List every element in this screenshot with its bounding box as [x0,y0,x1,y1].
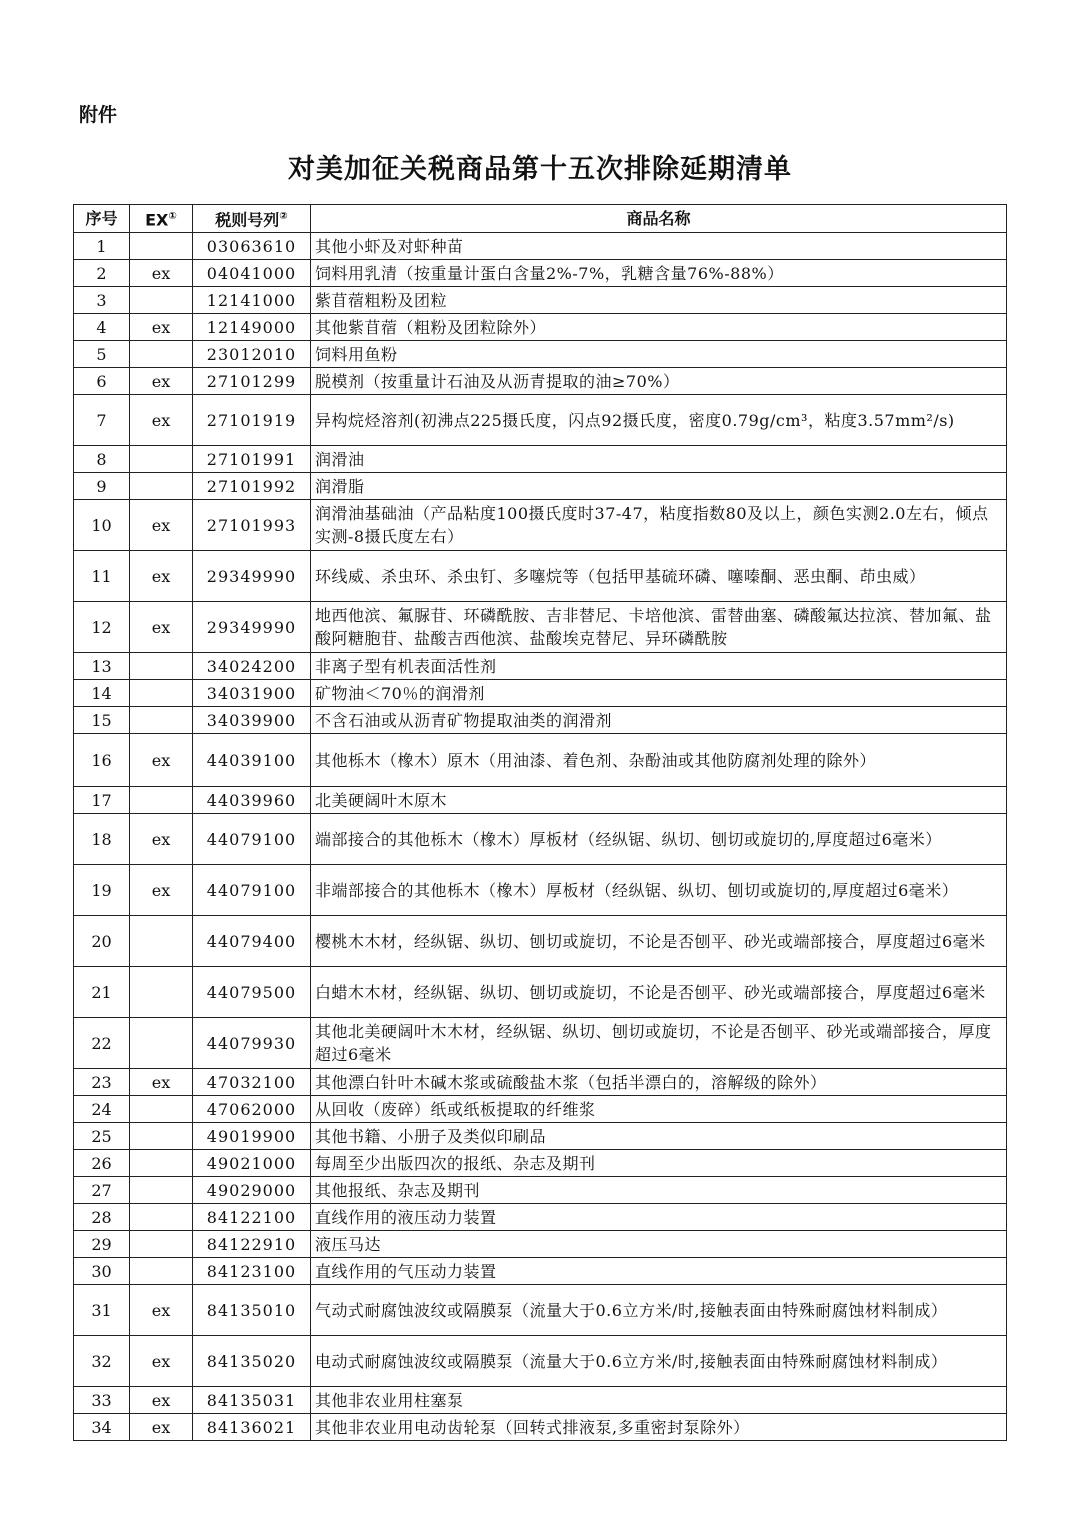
table-row [74,551,1007,602]
table-row [74,1258,1007,1285]
row-product-name: 电动式耐腐蚀波纹或隔膜泵（流量大于0.6立方米/时,接触表面由特殊耐腐蚀材料制成） [311,1336,1007,1387]
row-tariff-code: 84135010 [193,1285,311,1336]
table-row [74,1414,1007,1441]
row-ex-flag: ex [130,260,193,287]
row-product-name: 其他紫苜蓿（粗粉及团粒除外） [311,314,1007,341]
table-row [74,1018,1007,1069]
table-row [74,341,1007,368]
row-ex-flag [130,1123,193,1150]
row-tariff-code: 12149000 [193,314,311,341]
row-product-name: 其他漂白针叶木碱木浆或硫酸盐木浆（包括半漂白的，溶解级的除外） [311,1069,1007,1096]
table-row [74,916,1007,967]
header-name: 商品名称 [311,205,1007,233]
row-tariff-code: 44079930 [193,1018,311,1069]
row-product-name: 其他报纸、杂志及期刊 [311,1177,1007,1204]
table-header-row [74,205,1007,233]
row-number: 17 [74,787,130,814]
table-row [74,653,1007,680]
table-row [74,1150,1007,1177]
row-ex-flag: ex [130,1414,193,1441]
row-ex-flag: ex [130,551,193,602]
row-tariff-code: 23012010 [193,341,311,368]
row-product-name: 直线作用的气压动力装置 [311,1258,1007,1285]
row-tariff-code: 04041000 [193,260,311,287]
table-row [74,287,1007,314]
table-row [74,314,1007,341]
row-ex-flag: ex [130,1285,193,1336]
row-tariff-code: 12141000 [193,287,311,314]
table-row [74,1336,1007,1387]
row-tariff-code: 84122910 [193,1231,311,1258]
row-ex-flag: ex [130,1069,193,1096]
row-ex-flag: ex [130,1336,193,1387]
row-tariff-code: 44039100 [193,734,311,787]
row-tariff-code: 84122100 [193,1204,311,1231]
row-number: 28 [74,1204,130,1231]
row-tariff-code: 44079400 [193,916,311,967]
row-number: 9 [74,473,130,500]
row-ex-flag [130,1177,193,1204]
row-number: 11 [74,551,130,602]
row-ex-flag [130,1231,193,1258]
row-product-name: 每周至少出版四次的报纸、杂志及期刊 [311,1150,1007,1177]
row-number: 2 [74,260,130,287]
row-ex-flag: ex [130,602,193,653]
row-tariff-code: 27101993 [193,500,311,551]
row-ex-flag [130,1258,193,1285]
row-product-name: 矿物油＜70％的润滑剂 [311,680,1007,707]
row-product-name: 环线威、杀虫环、杀虫钉、多噻烷等（包括甲基硫环磷、噻嗪酮、恶虫酮、茚虫威） [311,551,1007,602]
row-product-name: 饲料用鱼粉 [311,341,1007,368]
row-product-name: 异构烷烃溶剂(初沸点225摄氏度，闪点92摄氏度，密度0.79g/cm³，粘度3.57mm²/s) [311,395,1007,446]
row-ex-flag: ex [130,814,193,865]
table-row [74,734,1007,787]
row-tariff-code: 49019900 [193,1123,311,1150]
row-tariff-code: 29349990 [193,602,311,653]
row-ex-flag [130,473,193,500]
row-tariff-code: 34031900 [193,680,311,707]
row-product-name: 白蜡木木材，经纵锯、纵切、刨切或旋切，不论是否刨平、砂光或端部接合，厚度超过6毫米 [311,967,1007,1018]
row-ex-flag: ex [130,500,193,551]
header-ex [130,205,193,233]
row-ex-flag: ex [130,314,193,341]
row-tariff-code: 47062000 [193,1096,311,1123]
row-tariff-code: 27101992 [193,473,311,500]
row-ex-flag [130,916,193,967]
row-ex-flag: ex [130,865,193,916]
table-row [74,967,1007,1018]
row-product-name: 非离子型有机表面活性剂 [311,653,1007,680]
row-tariff-code: 29349990 [193,551,311,602]
row-product-name: 从回收（废碎）纸或纸板提取的纤维浆 [311,1096,1007,1123]
row-ex-flag: ex [130,1387,193,1414]
row-product-name: 润滑脂 [311,473,1007,500]
row-product-name: 端部接合的其他栎木（橡木）厚板材（经纵锯、纵切、刨切或旋切的,厚度超过6毫米） [311,814,1007,865]
table-row [74,395,1007,446]
exclusion-list-table [73,204,1007,1441]
row-tariff-code: 47032100 [193,1069,311,1096]
row-number: 25 [74,1123,130,1150]
table-row [74,1285,1007,1336]
row-product-name: 北美硬阔叶木原木 [311,787,1007,814]
row-product-name: 紫苜蓿粗粉及团粒 [311,287,1007,314]
row-number: 16 [74,734,130,787]
row-product-name: 其他书籍、小册子及类似印刷品 [311,1123,1007,1150]
row-number: 21 [74,967,130,1018]
row-number: 20 [74,916,130,967]
row-product-name: 脱模剂（按重量计石油及从沥青提取的油≥70%） [311,368,1007,395]
row-number: 22 [74,1018,130,1069]
table-row [74,1231,1007,1258]
row-number: 7 [74,395,130,446]
header-no: 序号 [74,205,130,233]
row-product-name: 其他小虾及对虾种苗 [311,233,1007,260]
row-product-name: 不含石油或从沥青矿物提取油类的润滑剂 [311,707,1007,734]
header-ex-footnote-mark: ① [168,211,177,223]
header-ex-label: EX [145,210,169,230]
page-title: 对美加征关税商品第十五次排除延期清单 [288,154,792,185]
row-ex-flag [130,1150,193,1177]
row-ex-flag [130,287,193,314]
row-ex-flag [130,1204,193,1231]
row-product-name: 非端部接合的其他栎木（橡木）厚板材（经纵锯、纵切、刨切或旋切的,厚度超过6毫米） [311,865,1007,916]
row-tariff-code: 34039900 [193,707,311,734]
row-ex-flag: ex [130,734,193,787]
row-product-name: 其他栎木（橡木）原木（用油漆、着色剂、杂酚油或其他防腐剂处理的除外） [311,734,1007,787]
row-tariff-code: 84135031 [193,1387,311,1414]
row-product-name: 樱桃木木材，经纵锯、纵切、刨切或旋切，不论是否刨平、砂光或端部接合，厚度超过6毫米 [311,916,1007,967]
row-tariff-code: 27101299 [193,368,311,395]
row-product-name: 其他非农业用电动齿轮泵（回转式排液泵,多重密封泵除外） [311,1414,1007,1441]
row-ex-flag [130,1018,193,1069]
row-product-name: 直线作用的液压动力装置 [311,1204,1007,1231]
row-tariff-code: 84136021 [193,1414,311,1441]
row-tariff-code: 49021000 [193,1150,311,1177]
row-number: 3 [74,287,130,314]
table-row [74,1069,1007,1096]
row-product-name: 其他北美硬阔叶木木材，经纵锯、纵切、刨切或旋切，不论是否刨平、砂光或端部接合，厚度超过6毫米 [311,1018,1007,1069]
row-tariff-code: 44079500 [193,967,311,1018]
row-ex-flag [130,1096,193,1123]
row-tariff-code: 84123100 [193,1258,311,1285]
table-row [74,1204,1007,1231]
row-product-name: 饲料用乳清（按重量计蛋白含量2%-7%，乳糖含量76%-88%） [311,260,1007,287]
header-code-label: 税则号列 [215,210,280,230]
row-tariff-code: 03063610 [193,233,311,260]
row-number: 30 [74,1258,130,1285]
row-number: 13 [74,653,130,680]
row-tariff-code: 49029000 [193,1177,311,1204]
table-row [74,500,1007,551]
table-row [74,1177,1007,1204]
row-number: 24 [74,1096,130,1123]
attachment-label: 附件 [79,104,118,126]
row-number: 27 [74,1177,130,1204]
table-row [74,787,1007,814]
table-row [74,865,1007,916]
row-number: 12 [74,602,130,653]
row-ex-flag [130,446,193,473]
row-number: 32 [74,1336,130,1387]
row-number: 26 [74,1150,130,1177]
table-row [74,602,1007,653]
row-product-name: 润滑油基础油（产品粘度100摄氏度时37-47，粘度指数80及以上，颜色实测2.0左右，倾点实测-8摄氏度左右） [311,500,1007,551]
row-product-name: 地西他滨、氟脲苷、环磷酰胺、吉非替尼、卡培他滨、雷替曲塞、磷酸氟达拉滨、替加氟、盐酸阿糖胞苷、盐酸吉西他滨、盐酸埃克替尼、异环磷酰胺 [311,602,1007,653]
row-tariff-code: 27101919 [193,395,311,446]
table-row [74,446,1007,473]
table-row [74,707,1007,734]
table-row [74,368,1007,395]
row-product-name: 其他非农业用柱塞泵 [311,1387,1007,1414]
header-code [193,205,311,233]
table-row [74,680,1007,707]
row-number: 23 [74,1069,130,1096]
row-ex-flag [130,233,193,260]
row-ex-flag [130,707,193,734]
row-ex-flag [130,653,193,680]
table-row [74,233,1007,260]
row-number: 18 [74,814,130,865]
row-number: 5 [74,341,130,368]
row-ex-flag: ex [130,368,193,395]
row-number: 1 [74,233,130,260]
row-ex-flag [130,967,193,1018]
row-tariff-code: 44079100 [193,865,311,916]
row-number: 31 [74,1285,130,1336]
row-tariff-code: 44079100 [193,814,311,865]
table-row [74,1387,1007,1414]
row-number: 19 [74,865,130,916]
row-product-name: 润滑油 [311,446,1007,473]
row-tariff-code: 27101991 [193,446,311,473]
row-product-name: 液压马达 [311,1231,1007,1258]
row-number: 8 [74,446,130,473]
row-product-name: 气动式耐腐蚀波纹或隔膜泵（流量大于0.6立方米/时,接触表面由特殊耐腐蚀材料制成） [311,1285,1007,1336]
row-tariff-code: 44039960 [193,787,311,814]
row-ex-flag [130,341,193,368]
table-row [74,814,1007,865]
table-row [74,260,1007,287]
table-row [74,1096,1007,1123]
row-number: 4 [74,314,130,341]
row-ex-flag: ex [130,395,193,446]
table-body [74,233,1007,1441]
row-number: 6 [74,368,130,395]
row-number: 14 [74,680,130,707]
row-ex-flag [130,787,193,814]
table-row [74,1123,1007,1150]
table-row [74,473,1007,500]
row-number: 33 [74,1387,130,1414]
row-tariff-code: 34024200 [193,653,311,680]
header-code-footnote-mark: ② [279,211,288,223]
row-number: 34 [74,1414,130,1441]
row-number: 15 [74,707,130,734]
row-number: 10 [74,500,130,551]
row-number: 29 [74,1231,130,1258]
row-ex-flag [130,680,193,707]
row-tariff-code: 84135020 [193,1336,311,1387]
